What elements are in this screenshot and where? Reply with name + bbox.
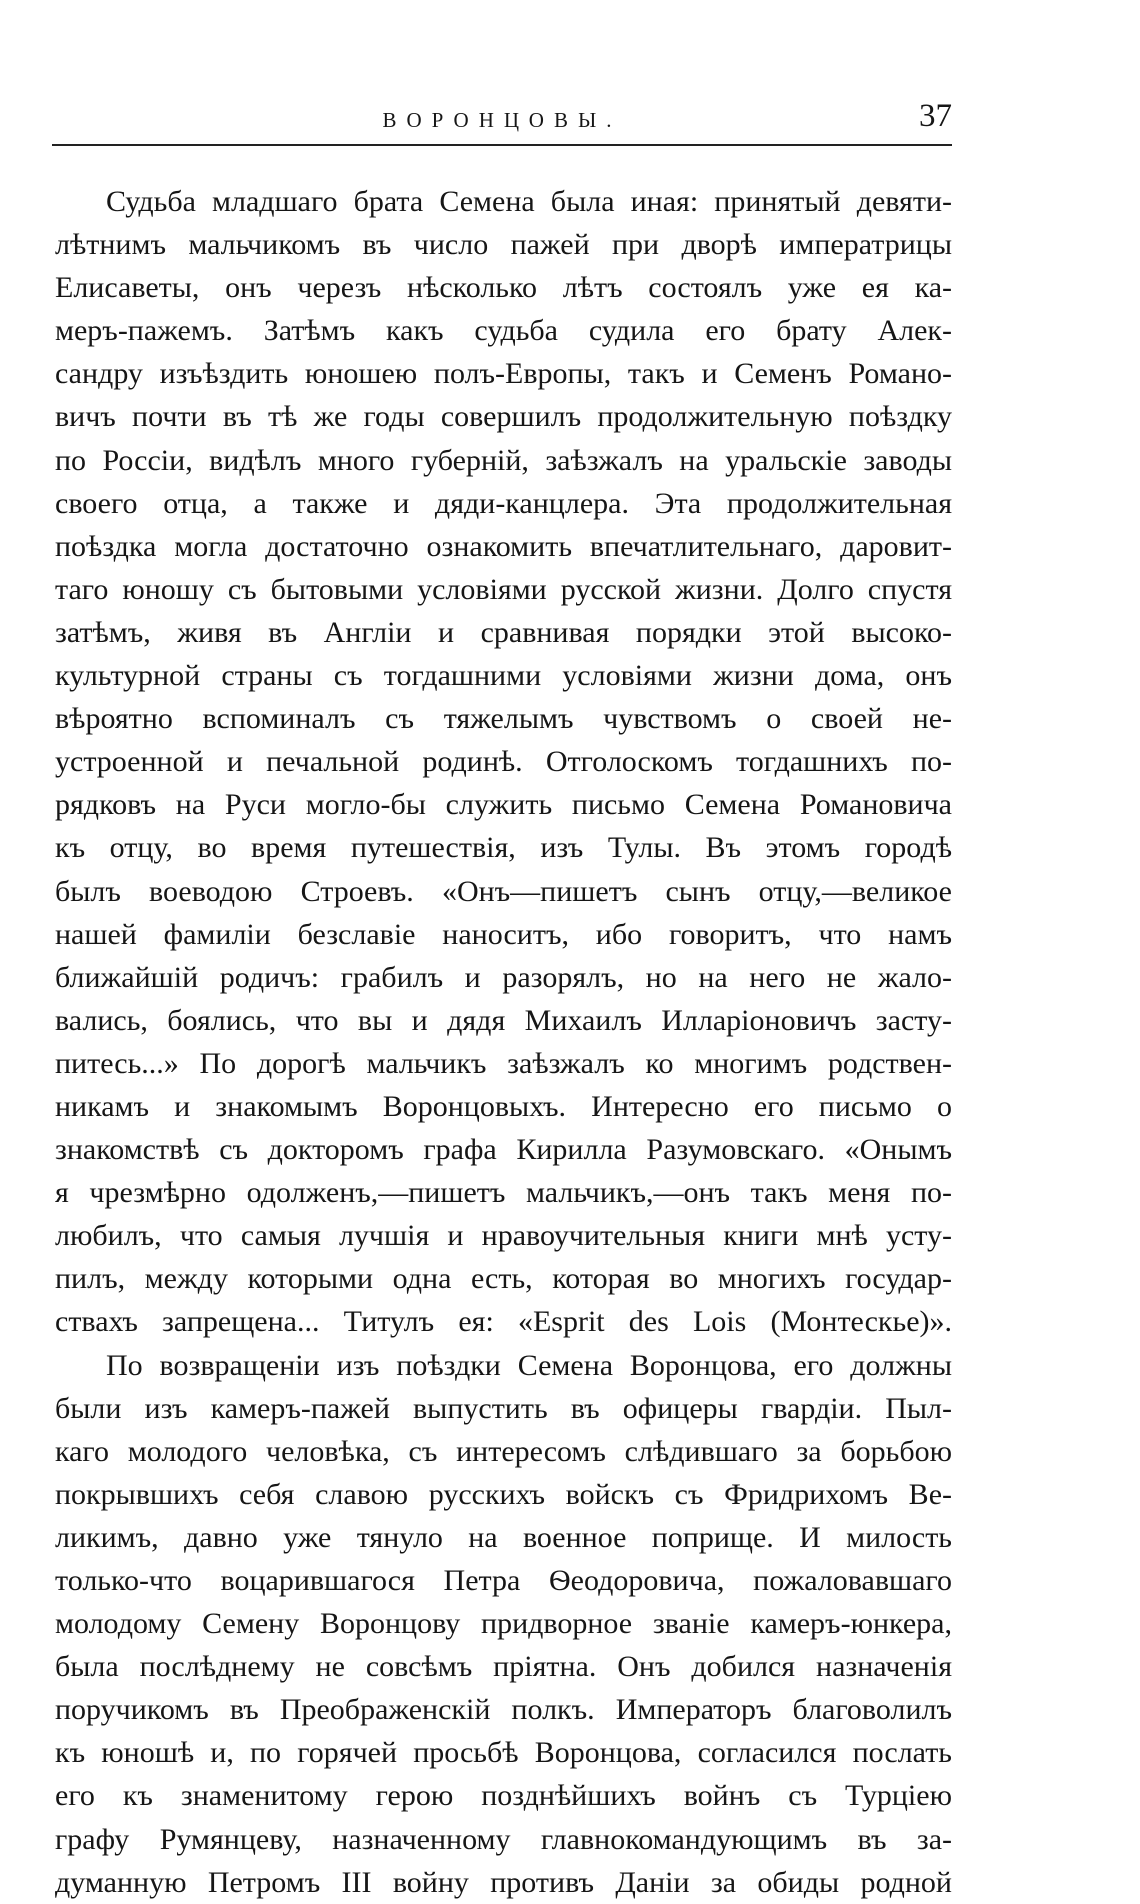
text-line: только-что воцарившагося Петра Ѳеодоровича, пожаловавшаго — [55, 1564, 952, 1597]
text-line: къ юношѣ и, по горячей просьбѣ Воронцова, согласился послать — [55, 1736, 952, 1770]
text-line: была послѣднему не совсѣмъ пріятна. Онъ добился назначенія — [55, 1650, 952, 1684]
text-line: меръ-пажемъ. Затѣмъ какъ судьба судила его брату Алек- — [55, 314, 952, 348]
text-line: питесь...» По дорогѣ мальчикъ заѣзжалъ ко многимъ родствен- — [55, 1046, 952, 1080]
text-line: молодому Семену Воронцову придворное званіе камеръ-юнкера, — [55, 1607, 952, 1641]
text-line: по Россіи, видѣлъ много губерній, заѣзжалъ на уральскіе заводы — [55, 443, 952, 477]
text-line: покрывшихъ себя славою русскихъ войскъ съ Фридрихомъ Ве- — [55, 1477, 952, 1511]
page-header — [52, 96, 952, 146]
text-line: любилъ, что самыя лучшія и нравоучительныя книги мнѣ усту- — [55, 1219, 952, 1253]
body-text — [55, 180, 952, 1904]
text-line: По возвращеніи изъ поѣздки Семена Воронцова, его должны — [106, 1348, 952, 1382]
text-line: Елисаветы, онъ черезъ нѣсколько лѣтъ состоялъ уже ея ка- — [55, 271, 952, 305]
text-line: своего отца, а также и дяди-канцлера. Эта продолжительная — [55, 486, 952, 520]
text-line: ближайшій родичъ: грабилъ и разорялъ, но на него не жало- — [55, 960, 952, 994]
text-line: ликимъ, давно уже тянуло на военное поприще. И милость — [55, 1520, 952, 1554]
text-line: каго молодого человѣка, съ интересомъ слѣдившаго за борьбою — [55, 1434, 952, 1468]
paragraph-1 — [55, 180, 952, 1344]
text-line: поручикомъ въ Преображенскій полкъ. Императоръ благоволилъ — [55, 1693, 952, 1727]
text-line: пилъ, между которыми одна есть, которая во многихъ государ- — [55, 1262, 952, 1296]
text-line: вѣроятно вспоминалъ съ тяжелымъ чувствомъ о своей не- — [55, 702, 952, 736]
text-line: вичъ почти въ тѣ же годы совершилъ продолжительную поѣздку — [55, 400, 952, 434]
text-line: устроенной и печальной родинѣ. Отголоскомъ тогдашнихъ по- — [55, 745, 952, 779]
text-line: нашей фамиліи безславіе наноситъ, ибо говоритъ, что намъ — [55, 917, 952, 951]
text-line: сандру изъѣздить юношею полъ-Европы, такъ и Семенъ Романо- — [55, 357, 952, 391]
text-line: думанную Петромъ III войну противъ Даніи за обиды родной — [55, 1865, 952, 1899]
text-line: ствахъ запрещена... Титулъ ея: «Esprit des Lois (Монтескье)». — [55, 1305, 952, 1339]
text-line: затѣмъ, живя въ Англіи и сравнивая порядки этой высоко- — [55, 615, 952, 649]
text-line: графу Румянцеву, назначенному главнокомандующимъ въ за- — [55, 1822, 952, 1856]
text-line: были изъ камеръ-пажей выпустить въ офицеры гвардіи. Пыл- — [55, 1391, 952, 1425]
text-line: таго юношу съ бытовыми условіями русской жизни. Долго спустя — [55, 572, 952, 606]
text-line: къ отцу, во время путешествія, изъ Тулы. Въ этомъ городѣ — [55, 831, 952, 865]
text-line: былъ воеводою Строевъ. «Онъ—пишетъ сынъ отцу,—великое — [55, 874, 952, 908]
running-title: ВОРОНЦОВЫ. — [382, 108, 622, 132]
text-line: Судьба младшаго брата Семена была иная: принятый девяти- — [106, 185, 952, 218]
text-line: я чрезмѣрно одолженъ,—пишетъ мальчикъ,—онъ такъ меня по- — [55, 1176, 952, 1210]
text-line: лѣтнимъ мальчикомъ въ число пажей при дворѣ императрицы — [55, 228, 952, 262]
page-number: 37 — [919, 98, 952, 134]
text-line: его къ знаменитому герою позднѣйшихъ войнъ съ Турціею — [55, 1779, 952, 1813]
text-line: никамъ и знакомымъ Воронцовыхъ. Интересно его письмо о — [55, 1089, 952, 1123]
text-line: знакомствѣ съ докторомъ графа Кирилла Разумовскаго. «Онымъ — [55, 1133, 952, 1167]
text-line: культурной страны съ тогдашними условіями жизни дома, онъ — [55, 659, 952, 693]
paragraph-2 — [55, 1344, 952, 1904]
text-line: вались, боялись, что вы и дядя Михаилъ Илларіоновичъ засту- — [55, 1003, 952, 1037]
text-line: рядковъ на Руси могло-бы служить письмо Семена Романовича — [55, 788, 952, 822]
text-line: поѣздка могла достаточно ознакомить впечатлительнаго, даровит- — [55, 529, 952, 563]
